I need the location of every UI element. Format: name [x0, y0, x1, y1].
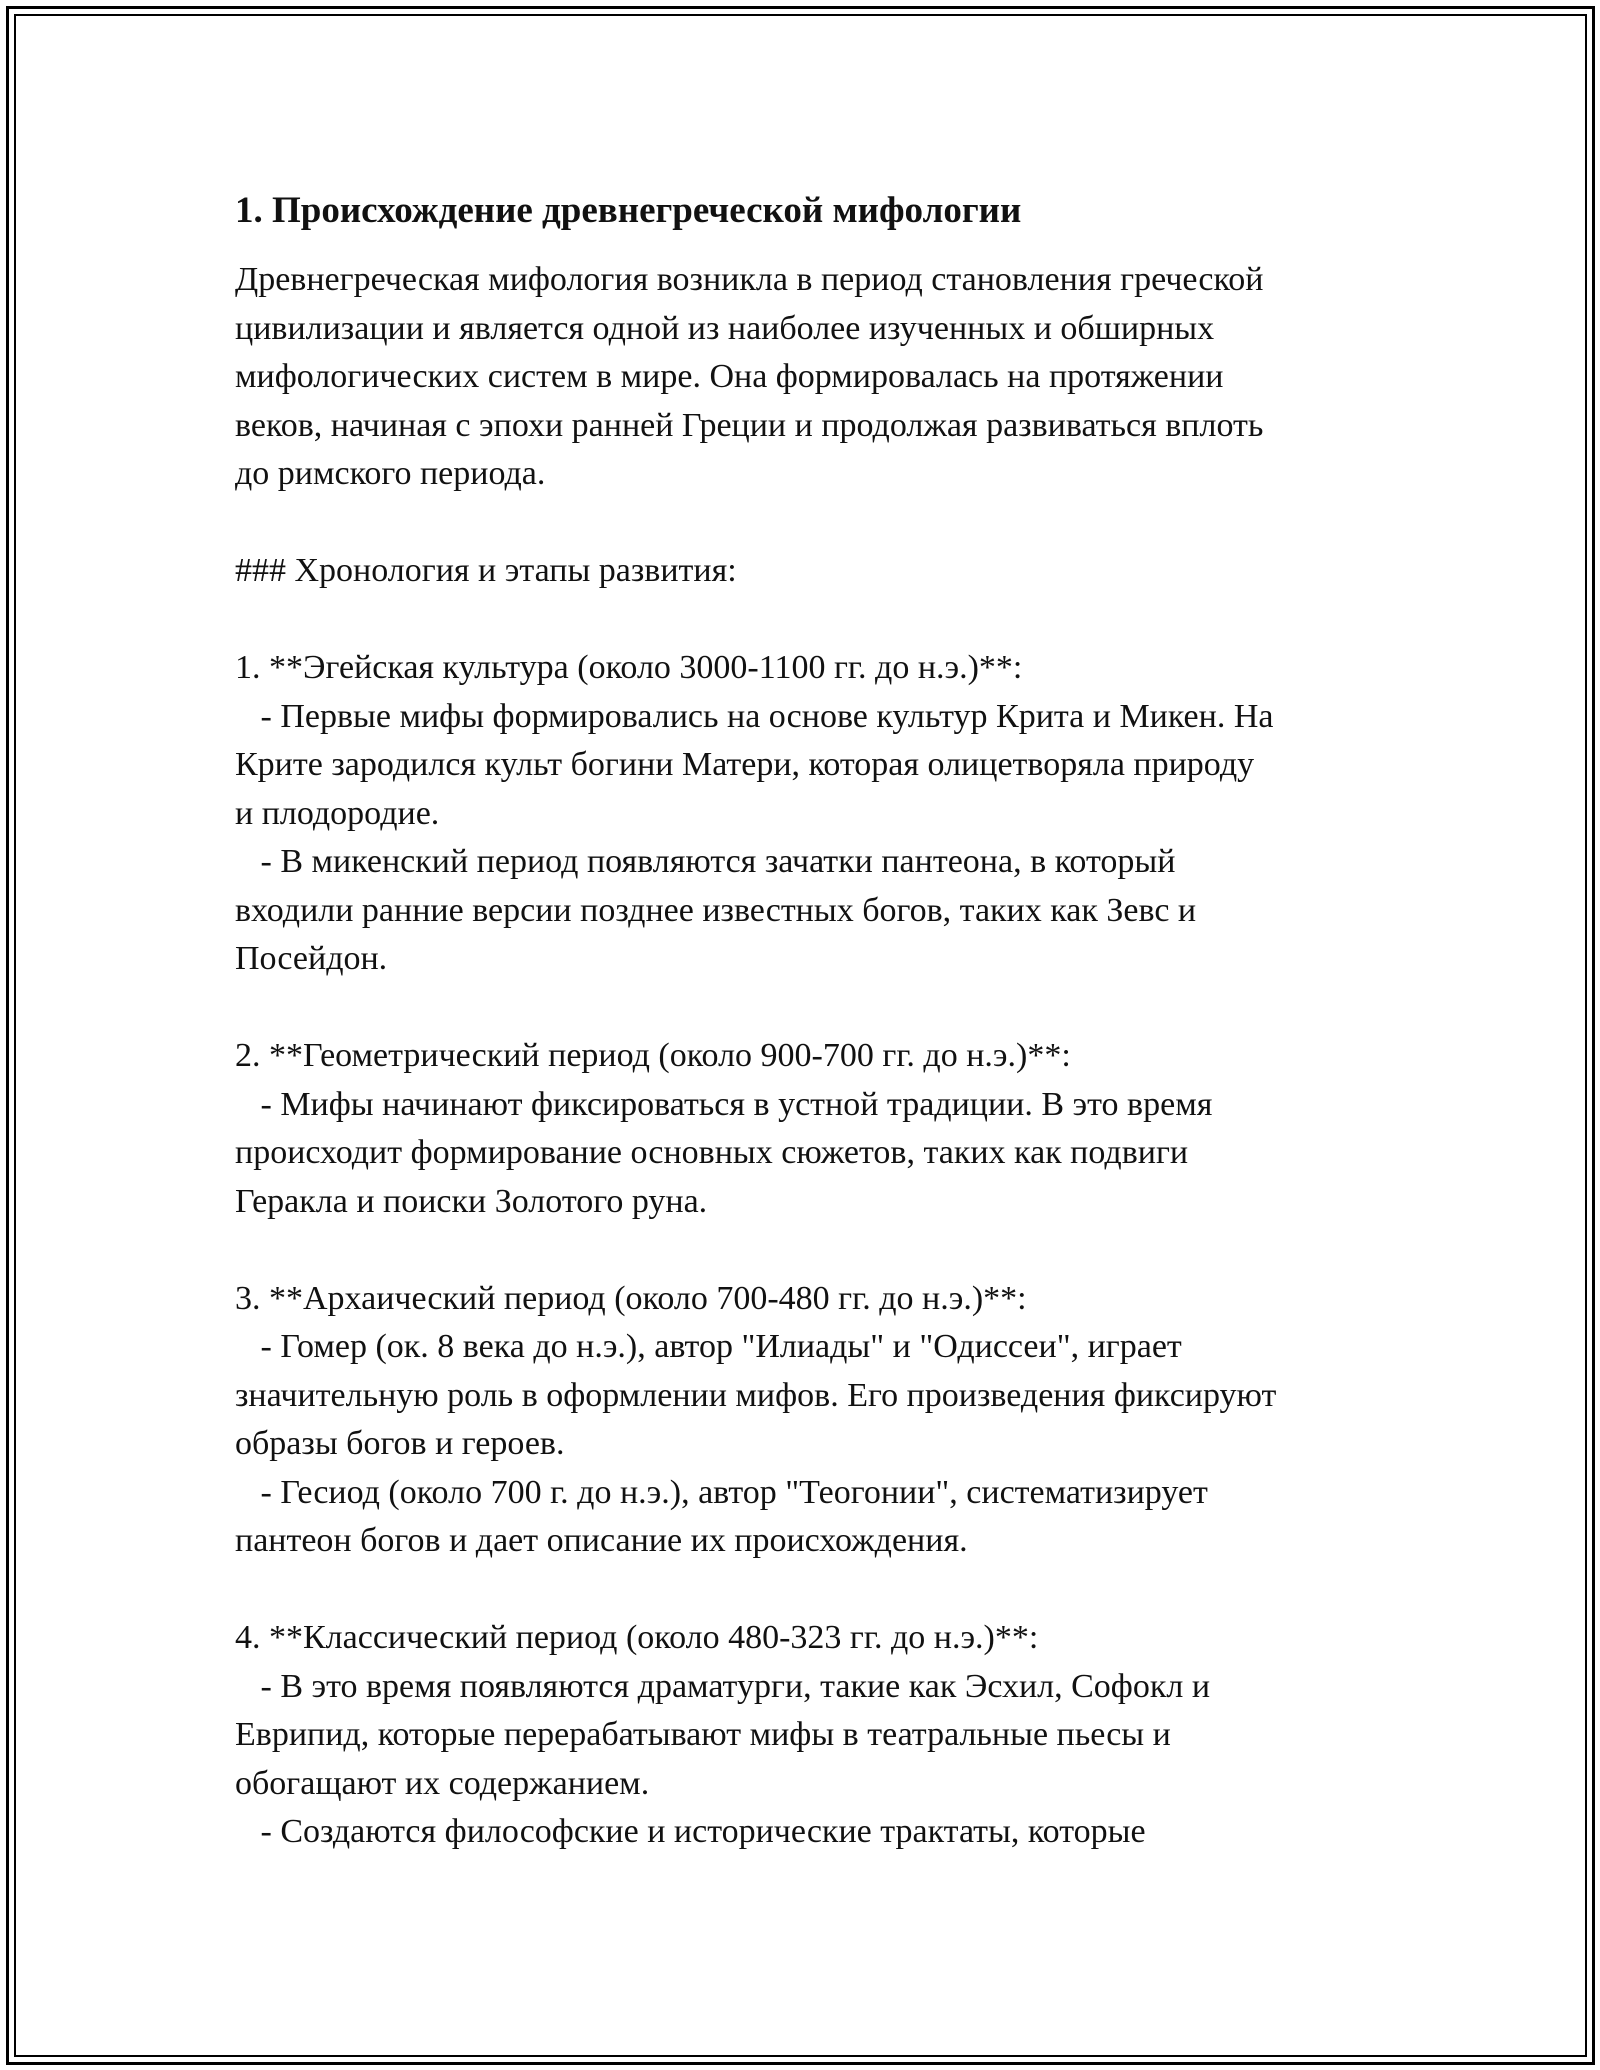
blank-line	[235, 984, 1375, 1033]
text-line: и плодородие.	[235, 794, 440, 832]
text-line: пантеон богов и дает описание их происхождения.	[235, 1522, 968, 1559]
text-line: 3. **Архаический период (около 700-480 гг. до н.э.)**:	[235, 1279, 1027, 1317]
text-line: обогащают их содержанием.	[235, 1764, 650, 1802]
text-line: образы богов и героев.	[235, 1425, 565, 1462]
text-line: - Первые мифы формировались на основе культур Крита и Микен. На	[235, 697, 1274, 735]
text-line: - Мифы начинают фиксироваться в устной традиции. В это время	[235, 1085, 1213, 1123]
text-line: Древнегреческая мифология возникла в период становления греческой	[235, 261, 1264, 298]
blank-line	[235, 499, 1375, 548]
text-line: - В микенский период появляются зачатки пантеона, в который	[235, 843, 1176, 880]
document-page	[235, 186, 1375, 1857]
text-line: значительную роль в оформлении мифов. Его произведения фиксируют	[235, 1376, 1277, 1414]
text-line: до римского периода.	[235, 455, 546, 492]
text-line: 4. **Классический период (около 480-323 гг. до н.э.)**:	[235, 1619, 1039, 1656]
text-line: входили ранние версии позднее известных богов, таких как Зевс и	[235, 891, 1197, 929]
text-line: Еврипид, которые перерабатывают мифы в театральные пьесы и	[235, 1716, 1171, 1753]
text-line: цивилизации и является одной из наиболее изученных и обширных	[235, 309, 1215, 347]
document-body	[235, 256, 1375, 1857]
text-line: 1. **Эгейская культура (около 3000-1100 гг. до н.э.)**:	[235, 649, 1023, 686]
text-line: Крите зародился культ богини Матери, которая олицетворяла природу	[235, 746, 1255, 783]
text-line: ### Хронология и этапы развития:	[235, 552, 737, 589]
text-line: - Гесиод (около 700 г. до н.э.), автор "Теогонии", систематизирует	[235, 1473, 1208, 1511]
blank-line	[235, 596, 1375, 645]
text-line: веков, начиная с эпохи ранней Греции и продолжая развиваться вплоть	[235, 406, 1264, 444]
text-line: - Гомер (ок. 8 века до н.э.), автор "Илиады" и "Одиссеи", играет	[235, 1328, 1182, 1365]
text-line: происходит формирование основных сюжетов, таких как подвиги	[235, 1134, 1189, 1171]
blank-line	[235, 1566, 1375, 1615]
text-line: Геракла и поиски Золотого руна.	[235, 1182, 708, 1220]
text-line: 2. **Геометрический период (около 900-700 гг. до н.э.)**:	[235, 1037, 1071, 1074]
text-line: мифологических систем в мире. Она формировалась на протяжении	[235, 358, 1224, 395]
text-line: Посейдон.	[235, 940, 388, 977]
section-heading: 1. Происхождение древнегреческой мифологии	[235, 190, 1022, 231]
blank-line	[235, 1226, 1375, 1275]
text-line: - В это время появляются драматурги, такие как Эсхил, Софокл и	[235, 1667, 1211, 1705]
text-line: - Создаются философские и исторические трактаты, которые	[235, 1813, 1146, 1850]
